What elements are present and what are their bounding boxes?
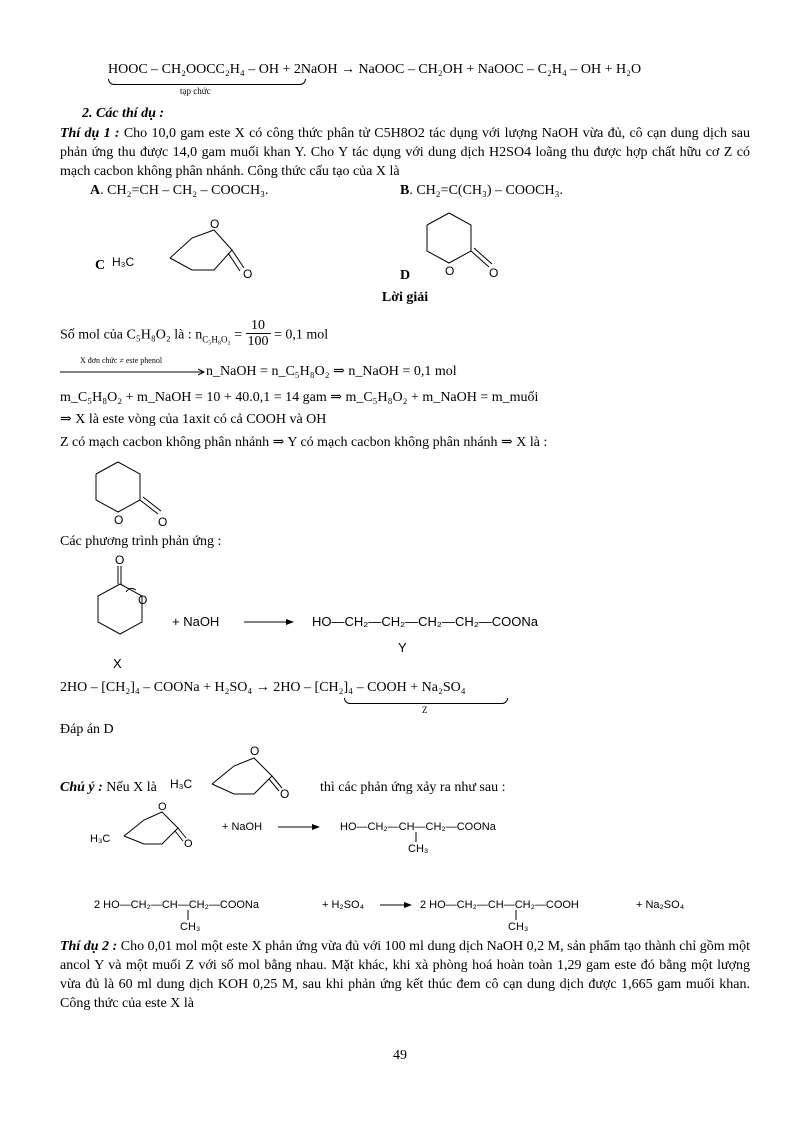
rxn2-brace [344, 698, 508, 704]
rxn2-underbrace-text: HO – [CH₂]₄ – COOH [280, 680, 407, 695]
fraction-numerator: 10 [246, 318, 271, 334]
rxn1-carbonyl-o: O [115, 553, 125, 567]
solution-heading: Lời giải [381, 290, 429, 305]
rxn1-ring-o: O [138, 593, 148, 607]
rxn1-reactant-structure [90, 552, 180, 642]
option-c-carbonyl-o: O [243, 267, 253, 281]
top-equation-rest: + 2NaOH → NaOOC – CH₂OH + NaOOC – C₂H₄ – OH + H₂O [279, 62, 642, 77]
note-rxn1-branch: CH₃ [408, 843, 429, 855]
option-b-text: . CH₂=C(CH₃) – COOCH₃. [409, 183, 563, 198]
solution-line-1-n: n [195, 327, 203, 343]
rxn2-post: + Na₂SO₄ [406, 680, 466, 695]
rxn1-product-label: Y [398, 640, 407, 655]
solution-line-1-eq: = [234, 327, 246, 343]
note-post: thì các phản ứng xảy ra như sau : [320, 780, 506, 795]
arrow-label: X đơn chức ≠ este phenol [80, 356, 163, 365]
solution-line-1-pre: Số mol của C₅H₈O₂ là : [60, 327, 196, 343]
note-rxn1-carbonyl-o: O [184, 838, 193, 850]
note-ring-o: O [250, 744, 260, 758]
example1-paragraph [60, 124, 750, 181]
example1-text: Cho 10,0 gam este X có công thức phân tử C5H8O2 tác dụng với lượng NaOH vừa đủ, cô cạn dung dịch sau phản ứng thu được 14,0 gam muối khan Y. Cho Y tác dụng với dung dịch H2SO4 loãng thu được hợp chất hữu cơ Z có mạch cacbon không phân nhánh. Công thức cấu tạo của X là [60, 126, 751, 179]
option-c-ring-o: O [210, 217, 220, 231]
option-c-methyl: H₃C [112, 255, 135, 269]
rxn1-plus-naoh: + NaOH [172, 614, 220, 629]
option-d-carbonyl-o: O [489, 266, 499, 280]
solution-lactone-carbonyl-o: O [158, 515, 168, 529]
note-rxn1-ring-o: O [158, 801, 167, 813]
rxn2-brace-label: Z [422, 705, 428, 715]
option-d-ring-o: O [445, 264, 455, 278]
note-rxn1-plus: + NaOH [222, 821, 263, 833]
note-rxn2-right-branch: CH₃ [508, 921, 529, 933]
answer-text: Đáp án D [60, 722, 114, 737]
solution-lactone-structure [90, 458, 190, 528]
note-rxn2-arrow [380, 901, 420, 909]
solution-line-3: m_C₅H₈O₂ + m_NaOH = 10 + 40.0,1 = 14 gam ⇒ m_C₅H₈O₂ + m_NaOH = m_muối [60, 390, 539, 405]
note-rxn1-methyl: H₃C [90, 833, 111, 845]
solution-lactone-ring-o: O [114, 513, 124, 527]
option-d-label: D [400, 268, 411, 283]
option-b [400, 181, 740, 200]
solution-line-4: ⇒ X là este vòng của 1axit có cả COOH và OH [60, 412, 327, 427]
example2-paragraph [60, 937, 750, 1013]
example2-label: Thí dụ 2 : [60, 939, 118, 954]
rxn1-product: HO—CH₂—CH₂—CH₂—CH₂—COONa [312, 614, 539, 629]
note-rxn2-left-branch: CH₃ [180, 921, 201, 933]
solution-line-1 [60, 320, 750, 351]
option-c-structure [110, 200, 253, 281]
option-c-label: C [95, 258, 106, 273]
solution-line-1-post: = 0,1 mol [274, 327, 329, 343]
top-equation-brace-label: tạp chức [180, 86, 211, 96]
solution-fraction [246, 318, 271, 349]
note-rxn2-tail: + Na₂SO₄ [636, 899, 685, 911]
note-pre: Nếu X là [102, 780, 157, 795]
option-b-label: B [400, 183, 410, 198]
long-arrow [60, 368, 210, 376]
note-rxn2-plus: + H₂SO₄ [322, 899, 365, 911]
fraction-denominator: 100 [247, 334, 269, 349]
note-structure [170, 740, 310, 800]
note-rxn2-left: 2 HO—CH₂—CH—CH₂—COONa [94, 899, 259, 911]
option-a-label: A [90, 183, 101, 198]
rxn2-pre: 2HO – [CH₂]₄ – COONa + H₂SO₄ → 2 [60, 680, 281, 695]
page-number: 49 [393, 1048, 407, 1063]
note-rxn2-right: 2 HO—CH₂—CH—CH₂—COOH [420, 899, 579, 911]
note-rxn1-arrow [278, 823, 328, 831]
solution-line-2: n_NaOH = n_C₅H₈O₂ ⇒ n_NaOH = 0,1 mol [206, 364, 457, 379]
note-rxn1-reactant [88, 800, 208, 850]
rxn1-reactant-label: X [113, 656, 122, 671]
example2-text: Cho 0,01 mol một este X phản ứng vừa đủ với 100 ml dung dịch NaOH 0,2 M, sản phẩm tạo thành chỉ gồm một ancol Y và một muối Z với số mol bằng nhau. Mặt khác, khi xà phòng hoá hoàn toàn 1,29 gam este đó bằng một lượng vừa đủ là 60 ml dung dịch KOH 0,25 M, sau khi phản ứng kết thúc đem cô cạn dung dịch được 1,665 gam muối khan. Công thức của este X là [60, 939, 750, 1011]
solution-line-1-sub: C₅H₈O₂ [202, 334, 231, 345]
note-carbonyl-o: O [280, 787, 290, 801]
example1-label: Thí dụ 1 : [60, 126, 120, 141]
option-a-text: . CH₂=CH – CH₂ – COOCH₃. [100, 183, 269, 198]
note-methyl: H₃C [170, 777, 193, 791]
rxn1-arrow [244, 618, 300, 626]
note-rxn1-product: HO—CH₂—CH—CH₂—COONa [340, 821, 496, 833]
reactions-heading: Các phương trình phản ứng : [60, 534, 222, 549]
top-equation [108, 60, 748, 79]
section-heading: 2. Các thí dụ : [82, 106, 165, 121]
option-d-structure [415, 205, 515, 285]
option-a [90, 181, 390, 200]
top-equation-lhs: HOOC – CH₂OOCC₂H₄ – OH [108, 62, 279, 77]
rxn2-line [60, 678, 750, 697]
note-label: Chú ý : [60, 780, 103, 795]
solution-line-5: Z có mạch cacbon không phân nhánh ⇒ Y có mạch cacbon không phân nhánh ⇒ X là : [60, 435, 548, 450]
top-equation-brace [108, 79, 306, 85]
